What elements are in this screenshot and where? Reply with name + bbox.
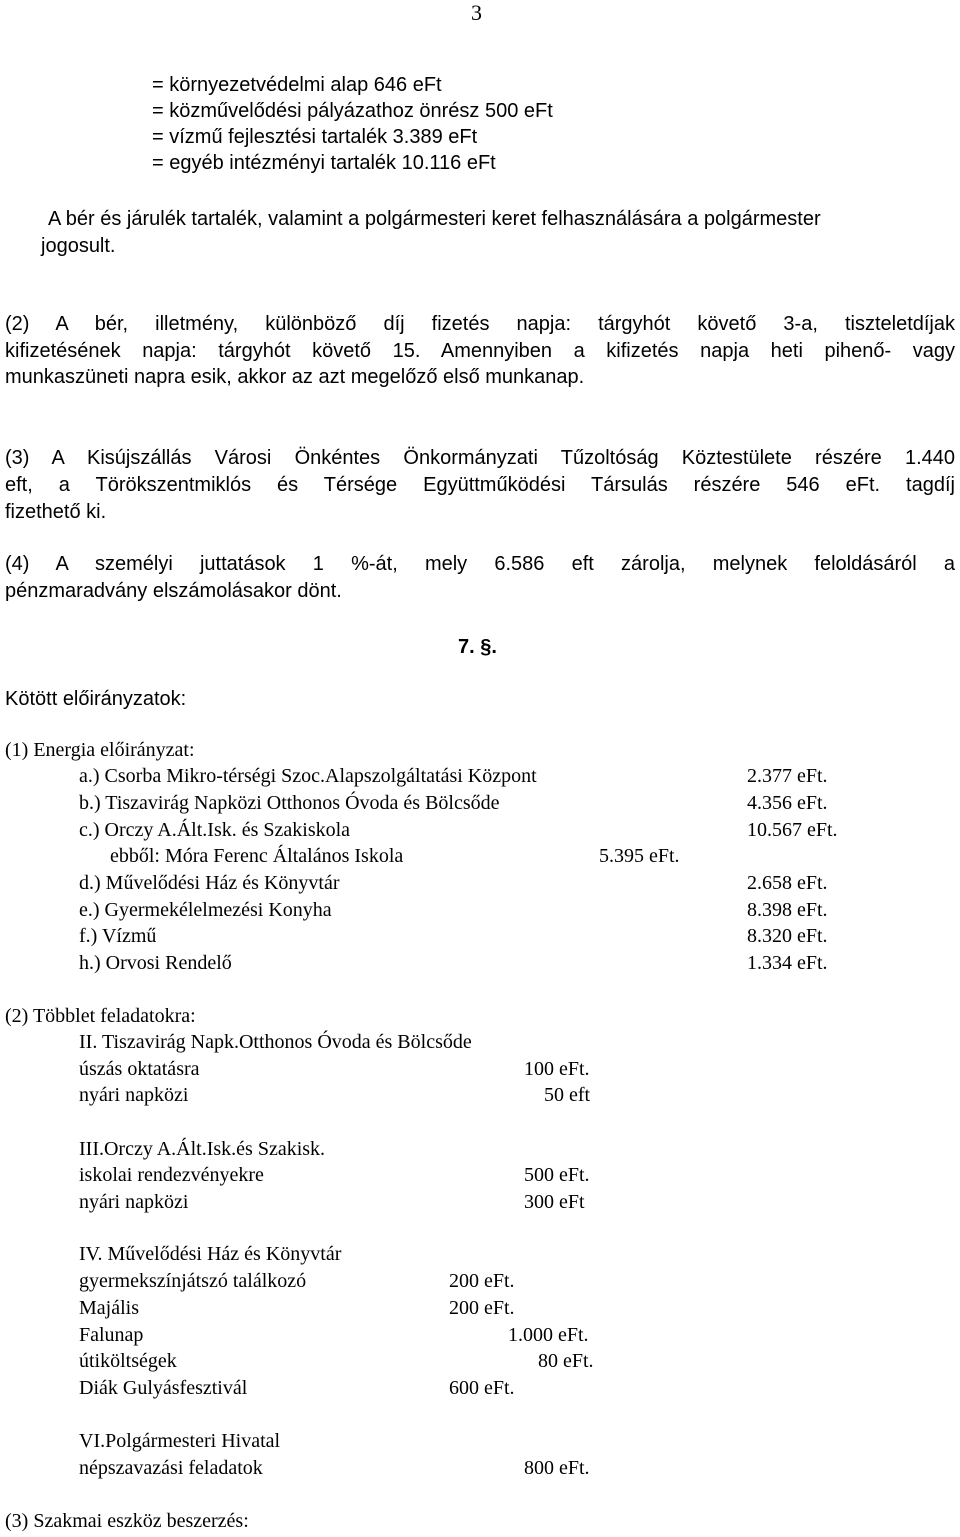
energy-item-label: h.) Orvosi Rendelő	[79, 952, 232, 974]
extra-item-label: nyári napközi	[79, 1191, 189, 1213]
energy-item-label: f.) Vízmű	[79, 925, 157, 947]
extra-item-amount: 200 eFt.	[449, 1297, 515, 1319]
energy-item-amount: 8.398 eFt.	[747, 899, 828, 921]
paragraph-2-line: kifizetésének napja: tárgyhót követő 15. Amennyiben a kifizetés napja heti pihenő- vagy	[5, 340, 955, 362]
authority-paragraph-line: jogosult.	[41, 235, 116, 257]
section-title: Kötött előirányzatok:	[5, 688, 187, 710]
extra-item-amount: 100 eFt.	[524, 1058, 590, 1080]
extra-item-amount: 300 eFt	[524, 1191, 585, 1213]
energy-item-amount: 8.320 eFt.	[747, 925, 828, 947]
energy-item-label: c.) Orczy A.Ált.Isk. és Szakiskola	[79, 819, 351, 841]
energy-item-amount: 2.658 eFt.	[747, 872, 828, 894]
extra-group-title: II. Tiszavirág Napk.Otthonos Óvoda és Bölcsőde	[79, 1031, 472, 1053]
extra-item-amount: 80 eFt.	[538, 1350, 594, 1372]
reserve-line: = környezetvédelmi alap 646 eFt	[152, 74, 442, 96]
extra-item-amount: 200 eFt.	[449, 1270, 515, 1292]
energy-heading: (1) Energia előirányzat:	[5, 739, 195, 761]
section-number: 7. §.	[458, 636, 497, 658]
energy-subitem-amount: 5.395 eFt.	[599, 845, 680, 867]
reserve-line: = közművelődési pályázathoz önrész 500 eFt	[152, 100, 553, 122]
energy-item-amount: 10.567 eFt.	[747, 819, 838, 841]
extra-item-label: úszás oktatásra	[79, 1058, 200, 1080]
paragraph-3-line: (3) A Kisújszállás Városi Önkéntes Önkormányzati Tűzoltóság Köztestülete részére 1.440	[5, 447, 955, 469]
page-number: 3	[471, 0, 482, 25]
equipment-heading: (3) Szakmai eszköz beszerzés:	[5, 1510, 249, 1532]
paragraph-4-line: (4) A személyi juttatások 1 %-át, mely 6.586 eft zárolja, melynek feloldásáról a	[5, 553, 955, 575]
energy-item-label: a.) Csorba Mikro-térségi Szoc.Alapszolgáltatási Központ	[79, 765, 537, 787]
paragraph-3-line: eft, a Törökszentmiklós és Térsége Együttműködési Társulás részére 546 eFt. tagdíj	[5, 474, 955, 496]
energy-item-label: d.) Művelődési Ház és Könyvtár	[79, 872, 340, 894]
energy-subitem-label: ebből: Móra Ferenc Általános Iskola	[110, 845, 404, 867]
extra-heading: (2) Többlet feladatokra:	[5, 1005, 196, 1027]
extra-item-amount: 1.000 eFt.	[508, 1324, 589, 1346]
extra-item-label: iskolai rendezvényekre	[79, 1164, 264, 1186]
energy-item-amount: 1.334 eFt.	[747, 952, 828, 974]
energy-item-amount: 2.377 eFt.	[747, 765, 828, 787]
energy-item-amount: 4.356 eFt.	[747, 792, 828, 814]
paragraph-2-line: (2) A bér, illetmény, különböző díj fizetés napja: tárgyhót követő 3-a, tiszteletdíjak	[5, 313, 955, 335]
extra-item-label: népszavazási feladatok	[79, 1457, 263, 1479]
extra-item-label: nyári napközi	[79, 1084, 189, 1106]
authority-paragraph-line: A bér és járulék tartalék, valamint a polgármesteri keret felhasználására a polgármester	[48, 208, 821, 230]
reserve-line: = vízmű fejlesztési tartalék 3.389 eFt	[152, 126, 478, 148]
extra-item-label: Diák Gulyásfesztivál	[79, 1377, 248, 1399]
reserve-line: = egyéb intézményi tartalék 10.116 eFt	[152, 152, 496, 174]
extra-group-title: VI.Polgármesteri Hivatal	[79, 1430, 281, 1452]
extra-item-label: Falunap	[79, 1324, 144, 1346]
extra-item-label: gyermekszínjátszó találkozó	[79, 1270, 307, 1292]
extra-group-title: III.Orczy A.Ált.Isk.és Szakisk.	[79, 1138, 326, 1160]
paragraph-3-line: fizethető ki.	[5, 501, 107, 523]
extra-item-amount: 500 eFt.	[524, 1164, 590, 1186]
energy-item-label: e.) Gyermekélelmezési Konyha	[79, 899, 332, 921]
extra-item-amount: 800 eFt.	[524, 1457, 590, 1479]
extra-item-label: útiköltségek	[79, 1350, 177, 1372]
paragraph-2-line: munkaszüneti napra esik, akkor az azt megelőző első munkanap.	[5, 366, 585, 388]
extra-group-title: IV. Művelődési Ház és Könyvtár	[79, 1243, 342, 1265]
paragraph-4-line: pénzmaradvány elszámolásakor dönt.	[5, 580, 342, 602]
extra-item-label: Majális	[79, 1297, 139, 1319]
extra-item-amount: 600 eFt.	[449, 1377, 515, 1399]
energy-item-label: b.) Tiszavirág Napközi Otthonos Óvoda és Bölcsőde	[79, 792, 500, 814]
extra-item-amount: 50 eft	[544, 1084, 591, 1106]
